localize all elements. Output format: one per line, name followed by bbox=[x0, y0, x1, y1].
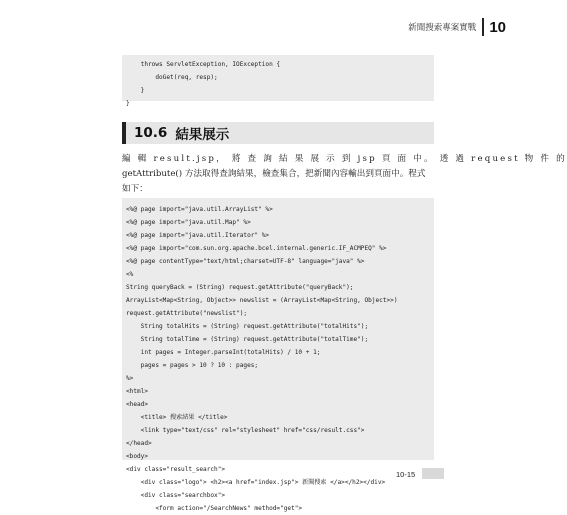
code-line: } bbox=[126, 100, 130, 107]
code-line: <%@ page contentType="text/html;charset=UTF-8" language="java" %> bbox=[126, 258, 365, 265]
code-line: <%@ page import="java.util.Map" %> bbox=[126, 219, 251, 226]
code-line: <html> bbox=[126, 388, 149, 395]
code-line: <div class="searchbox"> bbox=[126, 492, 226, 499]
page-number: 10-15 bbox=[396, 470, 416, 479]
section-title: 結果展示 bbox=[175, 127, 230, 143]
paragraph-line: 如下： bbox=[122, 184, 148, 194]
code-line: ArrayList<Map<String, Object>> newslist = (ArrayList<Map<String, Object>>) bbox=[126, 297, 398, 304]
header-divider bbox=[482, 18, 484, 36]
code-line: <% bbox=[126, 271, 134, 278]
code-line: String queryBack = (String) request.getAttribute("queryBack"); bbox=[126, 284, 354, 291]
code-line: request.getAttribute("newslist"); bbox=[126, 310, 248, 317]
page-tab-marker bbox=[422, 468, 444, 479]
code-line: throws ServletException, IOException { bbox=[126, 61, 281, 68]
code-line: <title> 搜索結果 </title> bbox=[126, 414, 228, 421]
code-line: <head> bbox=[126, 401, 149, 408]
body-paragraph bbox=[122, 152, 567, 197]
code-line: pages = pages > 10 ? 10 : pages; bbox=[126, 362, 259, 369]
running-header bbox=[408, 18, 506, 36]
code-block-servlet bbox=[122, 55, 434, 107]
code-line: <%@ page import="java.util.Iterator" %> bbox=[126, 232, 270, 239]
chapter-number: 10 bbox=[489, 18, 506, 36]
code-line: <div class="result_search"> bbox=[126, 466, 226, 473]
code-line: <link type="text/css" rel="stylesheet" href="css/result.css"> bbox=[126, 427, 365, 434]
paragraph-line: 編 輯 result.jsp， 將 查 詢 結 果 展 示 到 jsp 頁 面 中。 透 過 request 物 件 的 bbox=[122, 154, 567, 164]
section-heading bbox=[122, 122, 434, 144]
code-line: <%@ page import="com.sun.org.apache.bcel.internal.generic.IF_ACMPEQ" %> bbox=[126, 245, 387, 252]
code-line: <body> bbox=[126, 453, 149, 460]
section-marker bbox=[122, 122, 126, 144]
code-line: <form action="/SearchNews" method="get"> bbox=[126, 505, 303, 512]
code-line: String totalTime = (String) request.getAttribute("totalTime"); bbox=[126, 336, 369, 343]
code-line: String totalHits = (String) request.getAttribute("totalHits"); bbox=[126, 323, 369, 330]
code-line: <div class="logo"> <h2><a href="index.jsp"> 新聞搜索 </a></h2></div> bbox=[126, 479, 386, 486]
code-line: %> bbox=[126, 375, 134, 382]
running-title: 新聞搜索專案實戰 bbox=[408, 23, 477, 33]
code-line: </head> bbox=[126, 440, 152, 447]
code-line: int pages = Integer.parseInt(totalHits) / 10 + 1; bbox=[126, 349, 321, 356]
section-number: 10.6 bbox=[134, 125, 168, 141]
paragraph-line: getAttribute() 方法取得查詢結果，檢查集合，把新聞內容輸出到頁面中。程式 bbox=[122, 169, 426, 179]
code-line: } bbox=[126, 87, 145, 94]
code-line: doGet(req, resp); bbox=[126, 74, 218, 81]
code-line: <%@ page import="java.util.ArrayList" %> bbox=[126, 206, 273, 213]
